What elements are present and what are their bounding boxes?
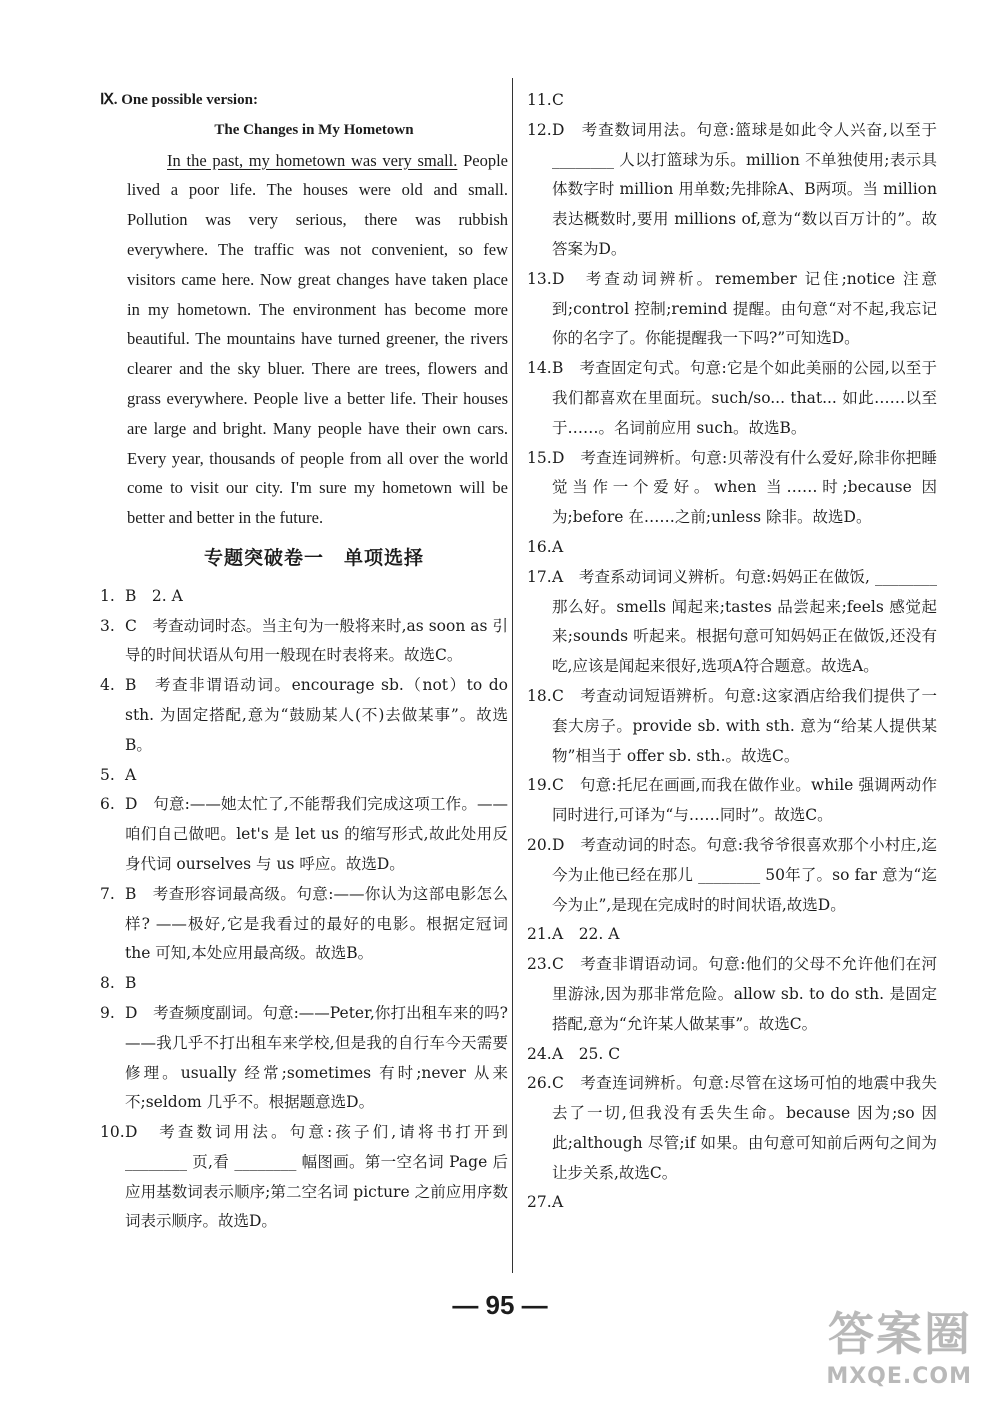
item-number: 15.: [527, 448, 552, 467]
answer-item: [100, 671, 508, 760]
item-text: A 考查系动词词义辨析。句意:妈妈正在做饭, ________ 那么好。smells 闻起来;tastes 品尝起来;feels 感觉起来;sounds 听起来。根据句意可知妈妈正在做饭,还没有吃,应该是闻起来很好,选项A符合题意。故选A。: [552, 567, 937, 676]
right-column: [527, 86, 937, 1218]
item-text: C 句意:托尼在画画,而我在做作业。while 强调两动作同时进行,可译为“与……同时”。故选C。: [552, 776, 937, 825]
answer-item: [527, 950, 937, 1039]
watermark-logo: 答案圈: [828, 1307, 972, 1361]
answer-item: [100, 999, 508, 1118]
item-number: 11.: [527, 91, 552, 109]
item-text: C 考查非谓语动词。句意:他们的父母不允许他们在河里游泳,因为那非常危险。allow sb. to do sth. 是固定搭配,意为“允许某人做某事”。故选C。: [552, 955, 937, 1033]
essay-title: The Changes in My Hometown: [214, 121, 414, 138]
answer-item: [100, 969, 508, 999]
answer-item: [527, 771, 937, 831]
item-number: 18.: [527, 686, 552, 705]
left-column: [100, 86, 508, 1237]
answer-item: [527, 354, 937, 443]
item-text: D 考查连词辨析。句意:贝蒂没有什么爱好,除非你把睡觉当作一个爱好。when 当……时;because 因为;before 在……之前;unless 除非。故选D。: [552, 448, 937, 527]
essay-paragraph: [100, 146, 508, 533]
essay-first-line: In the past, my hometown was very small.: [167, 150, 458, 170]
answer-item: [527, 444, 937, 533]
watermark: [826, 1298, 972, 1389]
item-number: 4.: [100, 676, 115, 695]
item-text: D 考查动词的时态。句意:我爷爷很喜欢那个小村庄,迄今为止他已经在那儿 ________ 50年了。so far 意为“迄今为止”,是现在完成时的时间状语,故选D。: [552, 835, 937, 914]
essay-body: People lived a poor life. The houses were old and small. Pollution was very serious, there was rubbish everywhere. The traffic was not convenient, so few visitors came here. Now great changes have taken place in my hometown. The environment has become more beautiful. The mountains have turned greener, the rivers clearer and the sky bluer. There are trees, flowers and grass everywhere. People live a better life. Their houses are large and bright. Many people have their own cars. Every year, thousands of people from all over the world come to visit our city. I'm sure my hometown will be better and better in the future.: [127, 150, 508, 528]
item-text: B 考查非谓语动词。encourage sb.（not）to do sth. 为固定搭配,意为“鼓励某人(不)去做某事”。故选B。: [125, 676, 508, 754]
item-number: 23.: [527, 955, 552, 974]
item-text: C: [552, 91, 564, 109]
answer-item: [100, 880, 508, 969]
item-number: 13.: [527, 269, 552, 288]
item-number: 5.: [100, 765, 115, 784]
item-number: 9.: [100, 1003, 115, 1022]
answer-item: [100, 582, 508, 612]
answer-item: [527, 86, 937, 116]
answer-item: [527, 1069, 937, 1188]
answer-item: [527, 116, 937, 265]
answer-item: [527, 1040, 937, 1070]
item-number: 8.: [100, 974, 115, 993]
item-number: 6.: [100, 795, 115, 814]
item-number: 14.: [527, 359, 552, 378]
item-text: A: [552, 537, 564, 556]
item-number: 10.: [100, 1123, 125, 1142]
item-text: A 22. A: [552, 925, 620, 944]
watermark-site: MXQE.COM: [826, 1364, 972, 1389]
page-number: — 95 —: [452, 1290, 548, 1320]
item-text: C 考查连词辨析。句意:尽管在这场可怕的地震中我失去了一切,但我没有丢失生命。because 因为;so 因此;although 尽管;if 如果。由句意可知前后两句之间为让步关系,故选C。: [552, 1074, 937, 1182]
answer-item: [100, 612, 508, 672]
item-text: B 考查固定句式。句意:它是个如此美丽的公园,以至于我们都喜欢在里面玩。such/so... that... 如此……以至于……。名词前应用 such。故选B。: [552, 359, 937, 437]
answer-item: [100, 1118, 508, 1237]
answer-item: [527, 831, 937, 920]
item-text: D 考查频度副词。句意:——Peter,你打出租车来的吗? ——我几乎不打出租车来学校,但是我的自行车今天需要修理。usually 经常;sometimes 有时;never 从来不;seldom 几乎不。根据题意选D。: [125, 1003, 508, 1112]
answer-list-right: [527, 86, 937, 1218]
essay-heading: Ⅸ. One possible version:: [100, 92, 258, 108]
answer-list-left: [100, 582, 508, 1238]
item-text: A: [125, 765, 137, 784]
item-number: 20.: [527, 835, 552, 854]
item-number: 17.: [527, 567, 552, 586]
answer-item: [527, 265, 937, 354]
item-number: 21.: [527, 925, 552, 944]
item-number: 1.: [100, 586, 115, 605]
column-divider: [512, 78, 513, 1273]
answer-item: [100, 790, 508, 879]
answer-item: [100, 761, 508, 791]
item-number: 27.: [527, 1193, 552, 1212]
item-number: 3.: [100, 616, 115, 635]
item-text: D 句意:——她太忙了,不能帮我们完成这项工作。——咱们自己做吧。let's 是 let us 的缩写形式,故此处用反身代词 ourselves 与 us 呼应。故选D。: [125, 795, 508, 873]
answer-item: [527, 1188, 937, 1218]
item-text: B: [125, 974, 137, 993]
item-text: D 考查动词辨析。remember 记住;notice 注意到;control 控制;remind 提醒。由句意“对不起,我忘记你的名字了。你能提醒我一下吗?”可知选D。: [552, 269, 937, 348]
item-number: 19.: [527, 776, 552, 795]
item-text: C 考查动词时态。当主句为一般将来时,as soon as 引导的时间状语从句用一般现在时表将来。故选C。: [125, 616, 508, 665]
item-number: 7.: [100, 884, 115, 903]
answer-item: [527, 682, 937, 771]
answer-item: [527, 920, 937, 950]
item-text: C 考查动词短语辨析。句意:这家酒店给我们提供了一套大房子。provide sb. with sth. 意为“给某人提供某物”相当于 offer sb. sth.。故选C。: [552, 686, 937, 765]
item-text: D 考查数词用法。句意:篮球是如此令人兴奋,以至于 ________ 人以打篮球为乐。million 不单独使用;表示具体数字时 million 用单数;先排除A、B两项。当 million 表达概数时,要用 millions of,意为“数以百万计的”。故答案为D。: [552, 120, 937, 258]
item-text: A 25. C: [552, 1044, 621, 1063]
item-text: B 考查形容词最高级。句意:——你认为这部电影怎么样? ——极好,它是我看过的最好的电影。根据定冠词 the 可知,本处应用最高级。故选B。: [125, 884, 508, 963]
item-text: D 考查数词用法。句意:孩子们,请将书打开到 ________ 页,看 ________ 幅图画。第一空名词 Page 后应用基数词表示顺序;第二空名词 picture 之前应用序数词表示顺序。故选D。: [125, 1123, 508, 1231]
item-number: 26.: [527, 1074, 552, 1093]
item-text: B 2. A: [125, 586, 183, 605]
item-number: 24.: [527, 1044, 552, 1063]
answer-item: [527, 563, 937, 682]
item-text: A: [552, 1193, 564, 1212]
section-title: 专题突破卷一 单项选择: [203, 546, 424, 569]
item-number: 16.: [527, 537, 552, 556]
answer-item: [527, 533, 937, 563]
item-number: 12.: [527, 120, 552, 139]
